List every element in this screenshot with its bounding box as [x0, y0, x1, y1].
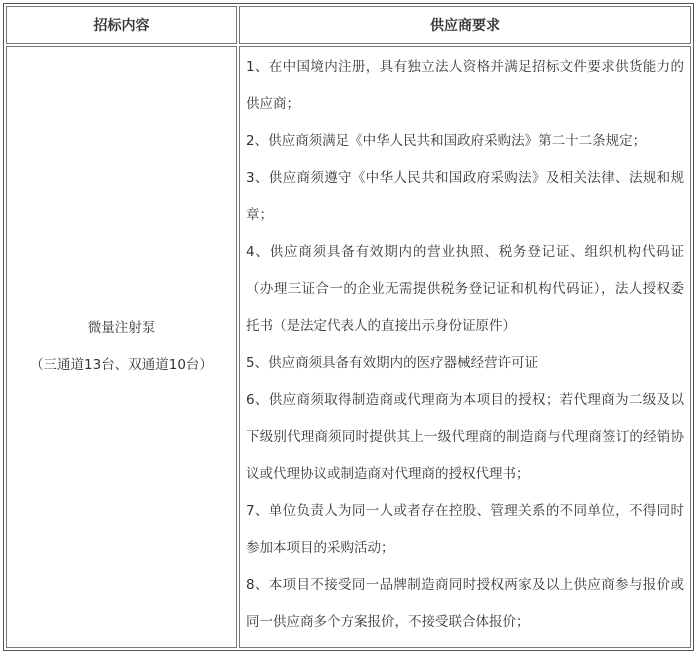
- table-row: [6, 46, 691, 648]
- requirement-item: 7、单位负责人为同一人或者存在控股、管理关系的不同单位，不得同时参加本项目的采购活动；: [246, 503, 684, 556]
- item-detail: （三通道13台、双通道10台）: [30, 357, 213, 373]
- requirement-item: 1、在中国境内注册，具有独立法人资格并满足招标文件要求供货能力的供应商；: [246, 59, 684, 112]
- requirements-table: [3, 3, 694, 651]
- requirement-item: 4、供应商须具备有效期内的营业执照、税务登记证、组织机构代码证（办理三证合一的企业无需提供税务登记证和机构代码证），法人授权委托书（是法定代表人的直接出示身份证原件）: [246, 244, 684, 334]
- requirement-item: 2、供应商须满足《中华人民共和国政府采购法》第二十二条规定；: [246, 133, 647, 149]
- header-bid-content: 招标内容: [6, 6, 237, 44]
- header-row: [6, 6, 691, 44]
- requirement-item: 5、供应商须具备有效期内的医疗器械经营许可证: [246, 355, 539, 371]
- requirement-item: 6、供应商须取得制造商或代理商为本项目的授权；若代理商为二级及以下级别代理商须同时提供其上一级代理商的制造商与代理商签订的经销协议或代理协议或制造商对代理商的授权代理书；: [246, 392, 684, 482]
- requirement-item: 3、供应商须遵守《中华人民共和国政府采购法》及相关法律、法规和规章；: [246, 170, 684, 223]
- item-name: 微量注射泵: [87, 320, 156, 336]
- header-supplier-requirements: 供应商要求: [239, 6, 691, 44]
- requirement-item: 8、本项目不接受同一品牌制造商同时授权两家及以上供应商参与报价或同一供应商多个方案报价，不接受联合体报价；: [246, 577, 684, 630]
- requirements-cell: [239, 46, 691, 648]
- bid-content-cell: [6, 46, 237, 648]
